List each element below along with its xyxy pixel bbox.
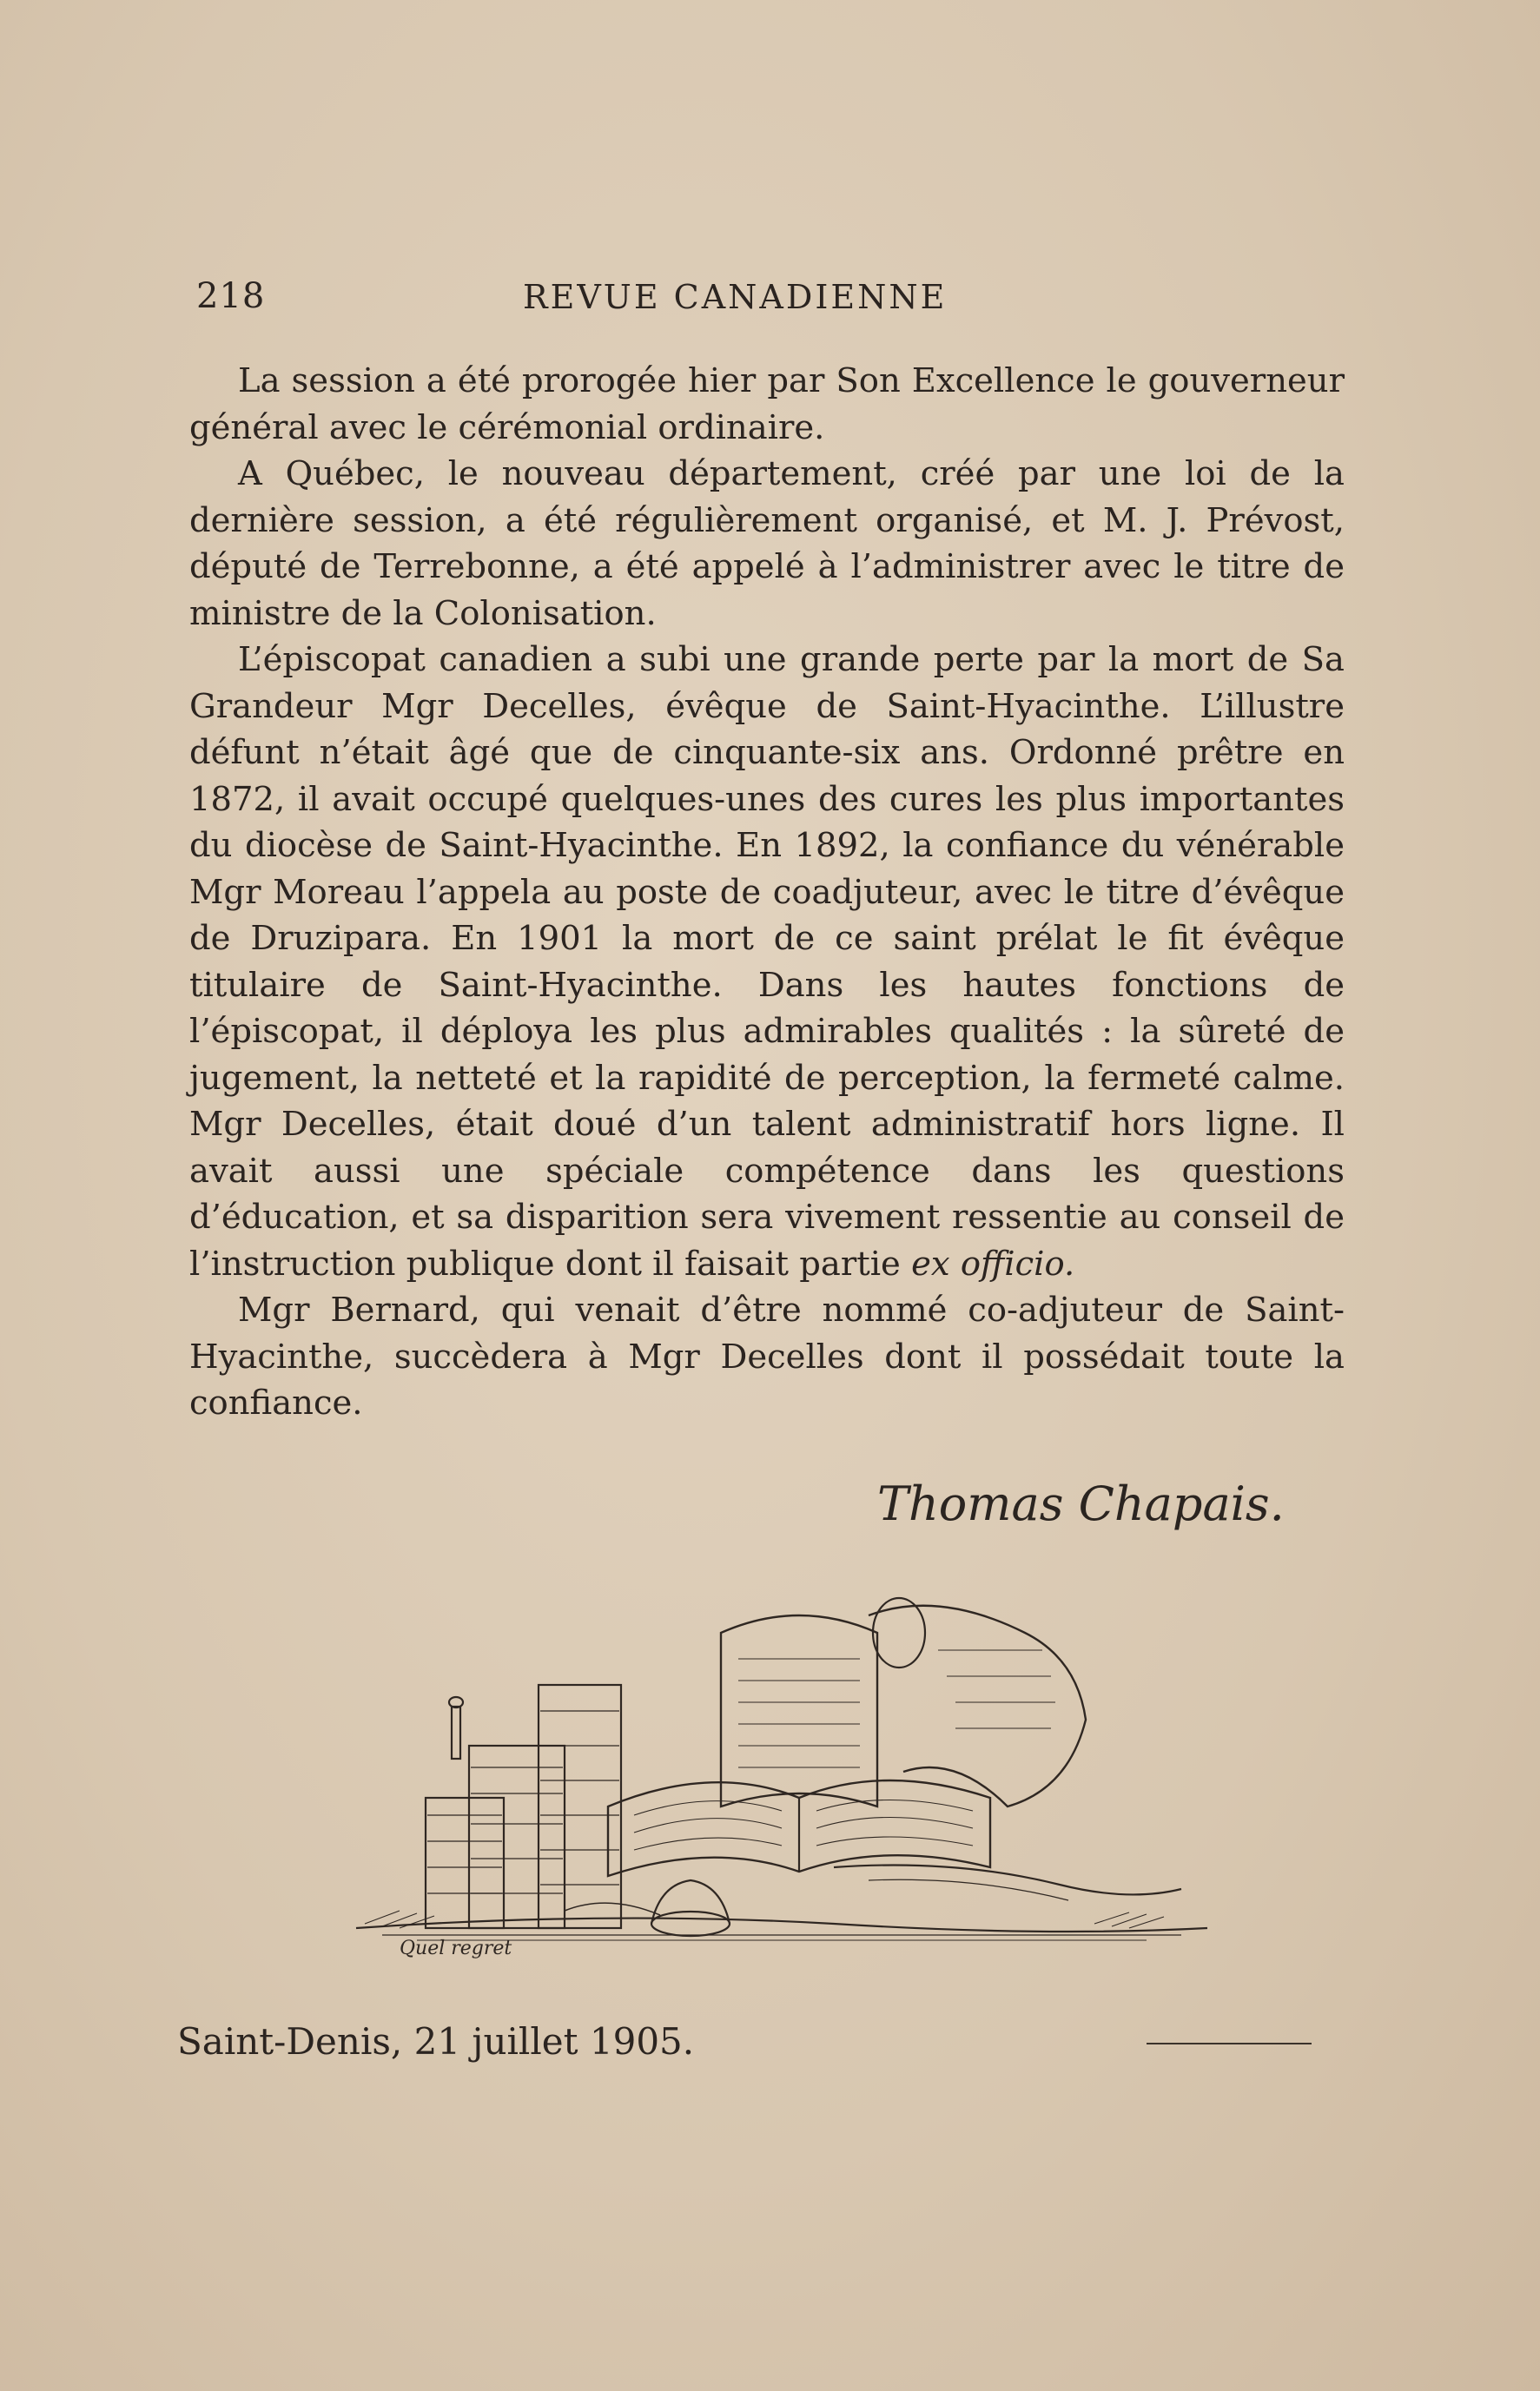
vignette-books-and-scroll-engraving <box>347 1581 1216 2006</box>
paragraph-bernard: Mgr Bernard, qui venait d’être nommé co-adjuteur de Saint-Hyacinthe, succèdera à Mgr Decelles dont il possédait toute la confiance. <box>189 1291 1345 1423</box>
paragraph-episcopat <box>189 637 1345 1287</box>
paragraph-episcopat-text: L’épiscopat canadien a subi une grande perte par la mort de Sa Grandeur Mgr Decelles, évêque de Saint-Hyacinthe. L’illustre défunt n’était âgé que de cinquante-six ans. Ordonné prêtre en 1872, il avait occupé quelques-unes des cures les plus importantes du diocèse de Saint-Hyacinthe. En 1892, la confiance du vénérable Mgr Moreau l’appela au poste de coadjuteur, avec le titre d’évêque de Druzipara. En 1901 la mort de ce saint prélat le fit évêque titulaire de Saint-Hyacinthe. Dans les hautes fonctions de l’épiscopat, il déploya les plus admirables qualités : la sûreté de jugement, la netteté et la rapidité de perception, la fermeté calme. Mgr Decelles, était doué d’un talent administratif hors ligne. Il avait aussi une spéciale compétence dans les questions d’éducation, et sa disparition sera vivement ressentie au conseil de l’instruction publique dont il faisait partie <box>189 640 1345 1284</box>
end-rule <box>1147 2043 1312 2044</box>
ex-officio-italic: ex officio. <box>911 1244 1075 1284</box>
paragraph-quebec-department: A Québec, le nouveau département, créé par une loi de la dernière session, a été régulièrement organisé, et M. J. Prévost, député de Terrebonne, a été appelé à l’administrer avec le titre de ministre de la Colonisation. <box>189 454 1345 633</box>
page-number: 218 <box>196 276 266 316</box>
paragraph-session: La session a été prorogée hier par Son Excellence le gouverneur général avec le cérémonial ordinaire. <box>189 361 1345 447</box>
running-head <box>196 276 1352 328</box>
journal-title: REVUE CANADIENNE <box>523 278 948 316</box>
author-signature: Thomas Chapais. <box>877 1476 1285 1531</box>
article-body <box>189 358 1345 1427</box>
artist-signature: Quel regret <box>400 1938 512 1959</box>
dateline: Saint-Denis, 21 juillet 1905. <box>177 2020 695 2063</box>
